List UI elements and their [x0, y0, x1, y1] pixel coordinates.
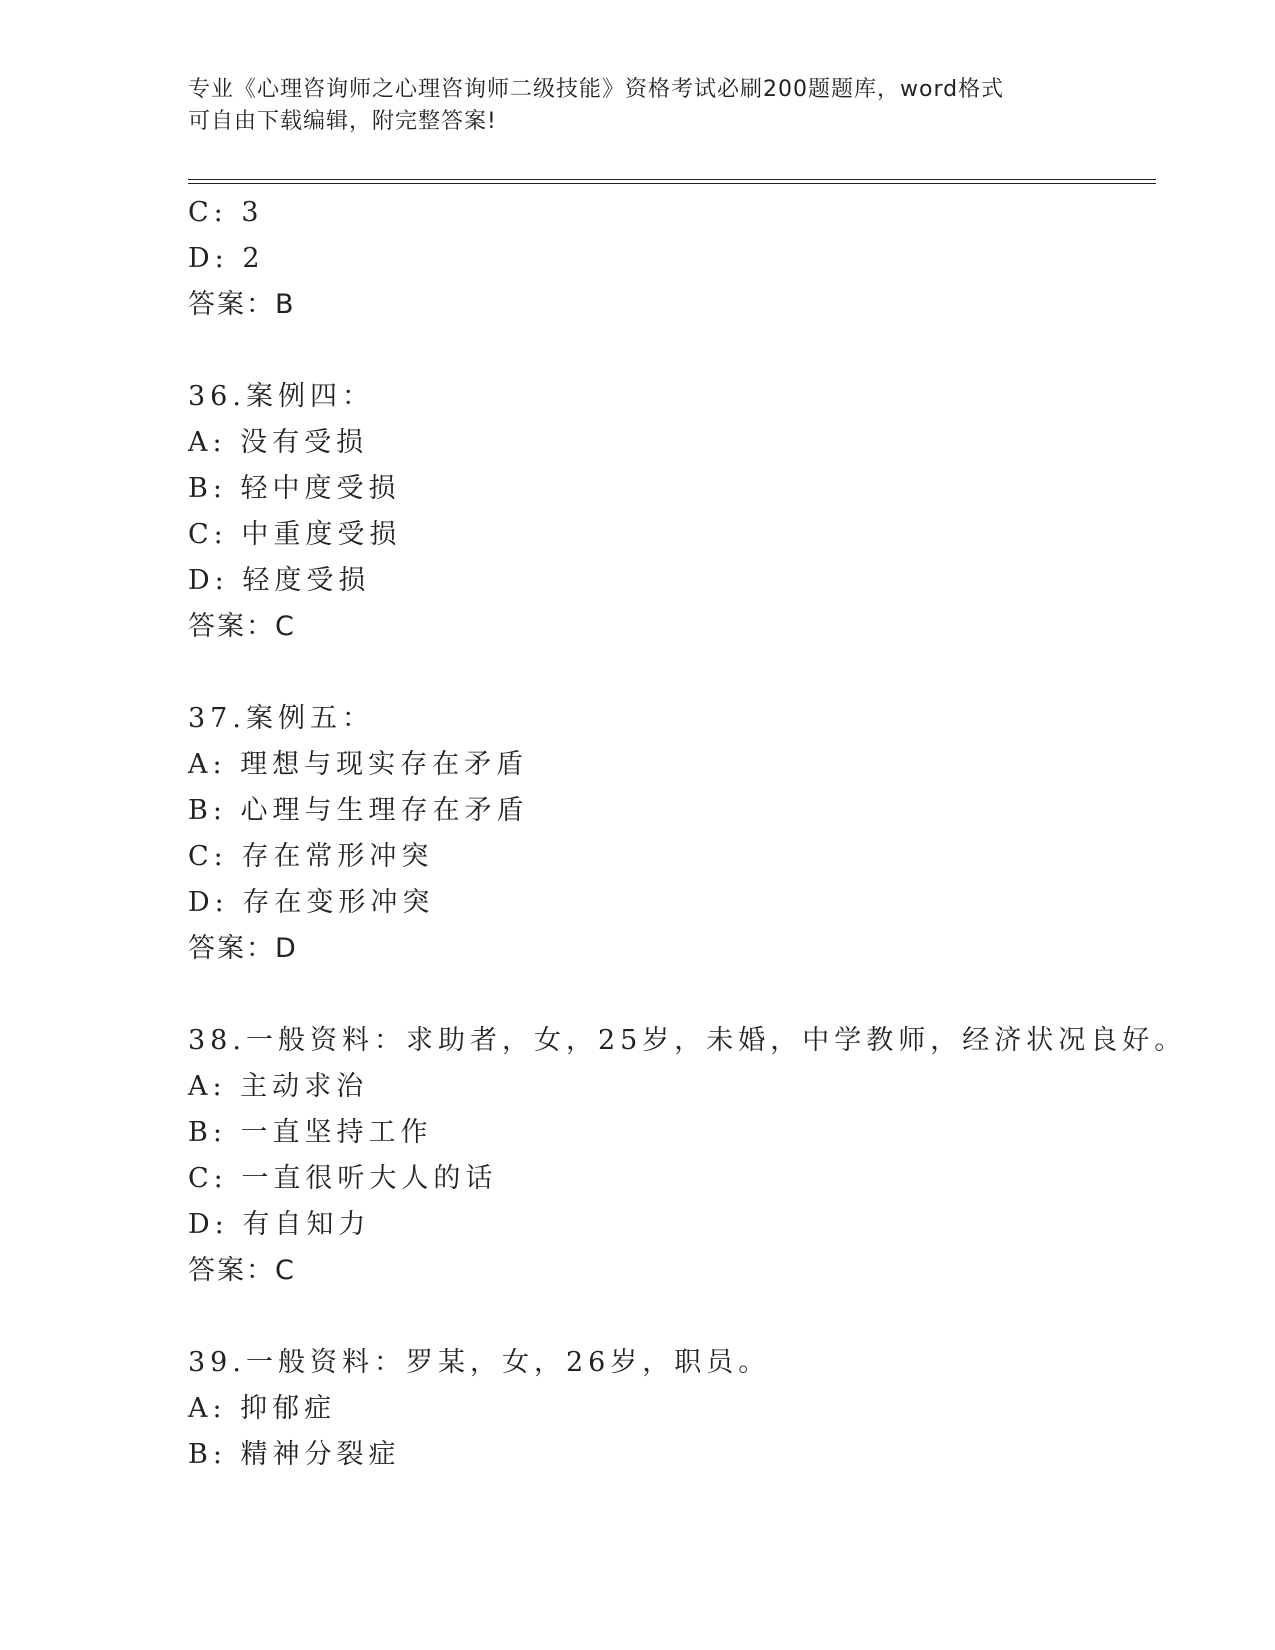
answer-line: 答案：B: [188, 289, 296, 320]
question-block-39: [188, 1340, 1188, 1478]
question-title: 37.案例五：: [188, 703, 374, 734]
spacer: [188, 972, 1188, 1018]
spacer: [188, 650, 1188, 696]
option-b: B: 轻中度受损: [188, 473, 401, 504]
option-b: B: 一直坚持工作: [188, 1117, 433, 1148]
option-d: D: 有自知力: [188, 1209, 371, 1240]
option-c: C: 一直很听大人的话: [188, 1163, 498, 1194]
question-block-37: [188, 696, 1188, 972]
option-c: C: 存在常形冲突: [188, 841, 434, 872]
spacer: [188, 1294, 1188, 1340]
option-d: D: 2: [188, 243, 265, 274]
header-title-line-2: 可自由下载编辑，附完整答案!: [188, 109, 497, 134]
header-divider-bottom: [188, 183, 1156, 184]
option-c: C: 中重度受损: [188, 519, 402, 550]
option-a: A: 主动求治: [188, 1071, 369, 1102]
question-block-38: [188, 1018, 1188, 1294]
option-d: D: 存在变形冲突: [188, 887, 435, 918]
option-b: B: 心理与生理存在矛盾: [188, 795, 529, 826]
header-title-line-1: 专业《心理咨询师之心理咨询师二级技能》资格考试必刷200题题库，word格式: [188, 77, 1005, 102]
previous-question-block: [188, 190, 1188, 328]
option-a: A: 没有受损: [188, 427, 369, 458]
question-title: 36.案例四：: [188, 381, 374, 412]
header-divider-top: [188, 179, 1156, 180]
question-block-36: [188, 374, 1188, 650]
question-list: [188, 190, 1188, 1478]
answer-line: 答案：D: [188, 933, 298, 964]
spacer: [188, 328, 1188, 374]
option-a: A: 抑郁症: [188, 1393, 337, 1424]
option-d: D: 轻度受损: [188, 565, 371, 596]
question-title: 38.一般资料：求助者，女，25岁，未婚，中学教师，经济状况良好。: [188, 1025, 1187, 1056]
answer-line: 答案：C: [188, 611, 296, 642]
option-b: B: 精神分裂症: [188, 1439, 401, 1470]
option-c: C: 3: [188, 197, 264, 228]
question-title: 39.一般资料：罗某，女，26岁，职员。: [188, 1347, 771, 1378]
option-a: A: 理想与现实存在矛盾: [188, 749, 529, 780]
answer-line: 答案：C: [188, 1255, 296, 1286]
document-header: [188, 74, 1088, 138]
